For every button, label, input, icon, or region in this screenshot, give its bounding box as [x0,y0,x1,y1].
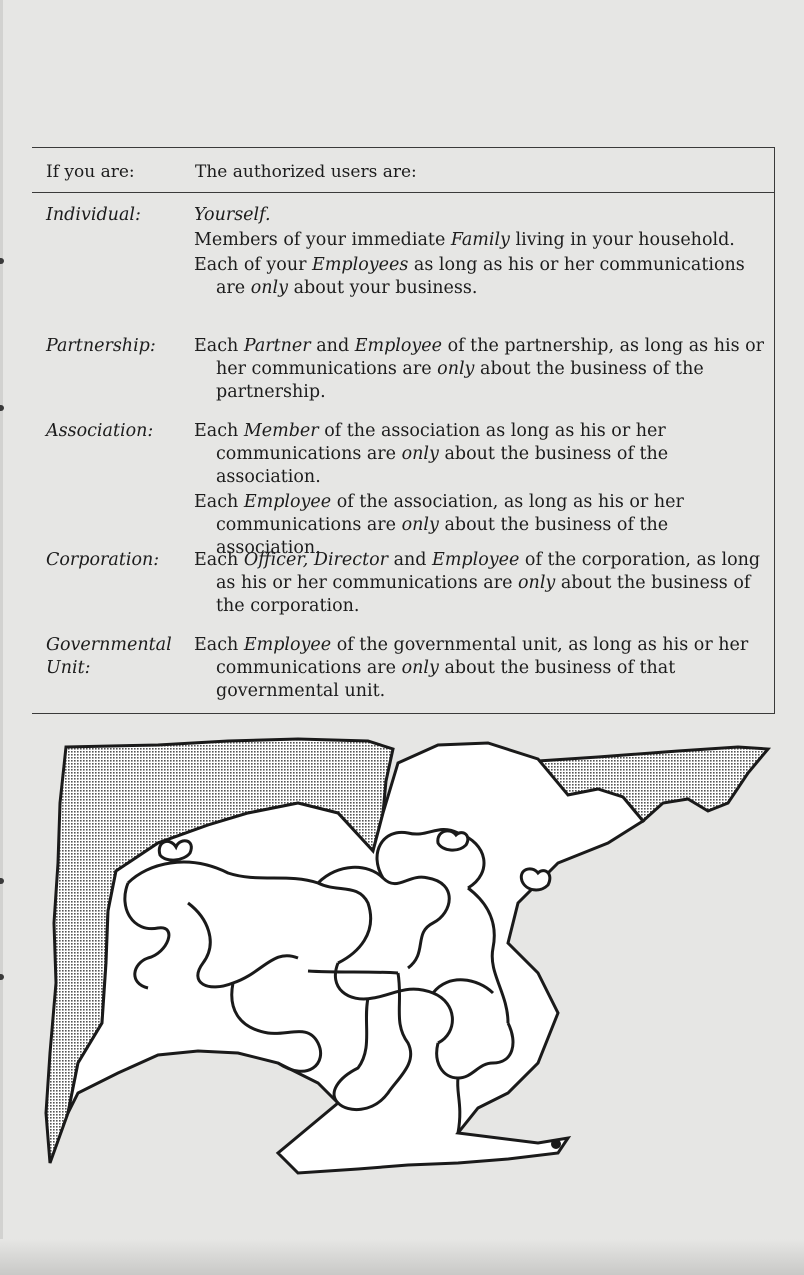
emphasized-text: only [250,278,289,298]
row-body [194,335,774,406]
authorized-user-entry [194,634,774,703]
binding-mark [0,258,4,264]
entry-text: about the business of the corporation. [216,573,751,616]
entry-text: of the governmental unit, as long as his or her communications are [216,635,749,678]
entry-text: and [388,550,433,570]
row-label: Individual: [46,205,141,225]
emphasized-text: Partner [243,336,311,356]
emphasized-text: Employees [312,255,409,275]
emphasized-text: Family [450,230,510,250]
row-body [194,549,774,620]
entry-text: as long as his or her communications are [216,255,745,298]
binding-mark [0,405,4,411]
entry-text: of the corporation, as long as his or her communications are [216,550,761,593]
row-label: Partnership: [46,336,156,356]
binding-mark [0,878,4,884]
island-blob [521,869,550,890]
header-authorized-users: The authorized users are: [195,162,417,182]
row-label: Corporation: [46,550,160,570]
entry-text: about your business. [288,278,478,298]
row-body [194,634,774,705]
entry-text: about the business of the association. [216,444,669,487]
map-illustration [38,733,774,1188]
entry-text: Each [194,550,244,570]
entry-text: Each [194,635,244,655]
service-area-map [38,733,774,1188]
island-blob [159,841,191,860]
row-label: Governmental Unit: [46,635,172,678]
entry-text: about the business of that governmental unit. [216,658,676,701]
emphasized-text: Member [243,421,319,441]
authorized-user-entry [194,204,774,227]
authorized-user-entry [194,335,774,404]
entry-text: of the association as long as his or her communications are [216,421,666,464]
emphasized-text: only [518,573,556,593]
row-body [194,204,774,302]
emphasized-text: Employee [243,492,332,512]
emphasized-text: only [401,658,439,678]
emphasized-text: only [401,444,439,464]
authorized-users-table [32,147,775,714]
authorized-user-entry [194,254,774,300]
entry-text: Each [194,336,244,356]
entry-text: Members of your immediate [194,230,451,250]
entry-text: of the partnership, as long as his or her communications are [216,336,765,379]
row-label: Association: [46,421,154,441]
table-header [32,148,774,193]
island-blob [438,831,468,850]
authorized-user-entry [194,229,774,252]
entry-text: Each [194,492,244,512]
row-body [194,420,774,562]
emphasized-text: only [401,515,439,535]
entry-text: living in your household. [509,230,735,250]
page-bottom-shadow [0,1239,804,1275]
header-if-you-are: If you are: [46,162,135,182]
emphasized-text: Employee [243,635,332,655]
entry-text: Each [194,421,244,441]
emphasized-text: Employee [432,550,520,570]
authorized-user-entry [194,420,774,489]
entry-text: about the business of the association. [216,515,669,558]
emphasized-text: only [437,359,475,379]
entry-text: of the association, as long as his or her communications are [216,492,684,535]
binding-mark [0,974,4,980]
map-dot [551,1139,561,1149]
emphasized-text: Officer, Director [243,550,388,570]
emphasized-text: Employee [354,336,443,356]
entry-text: about the business of the partnership. [216,359,704,402]
authorized-user-entry [194,549,774,618]
emphasized-text: Yourself. [194,205,271,225]
page-edge [0,0,3,1275]
entry-text: and [310,336,355,356]
entry-text: Each of your [194,255,313,275]
